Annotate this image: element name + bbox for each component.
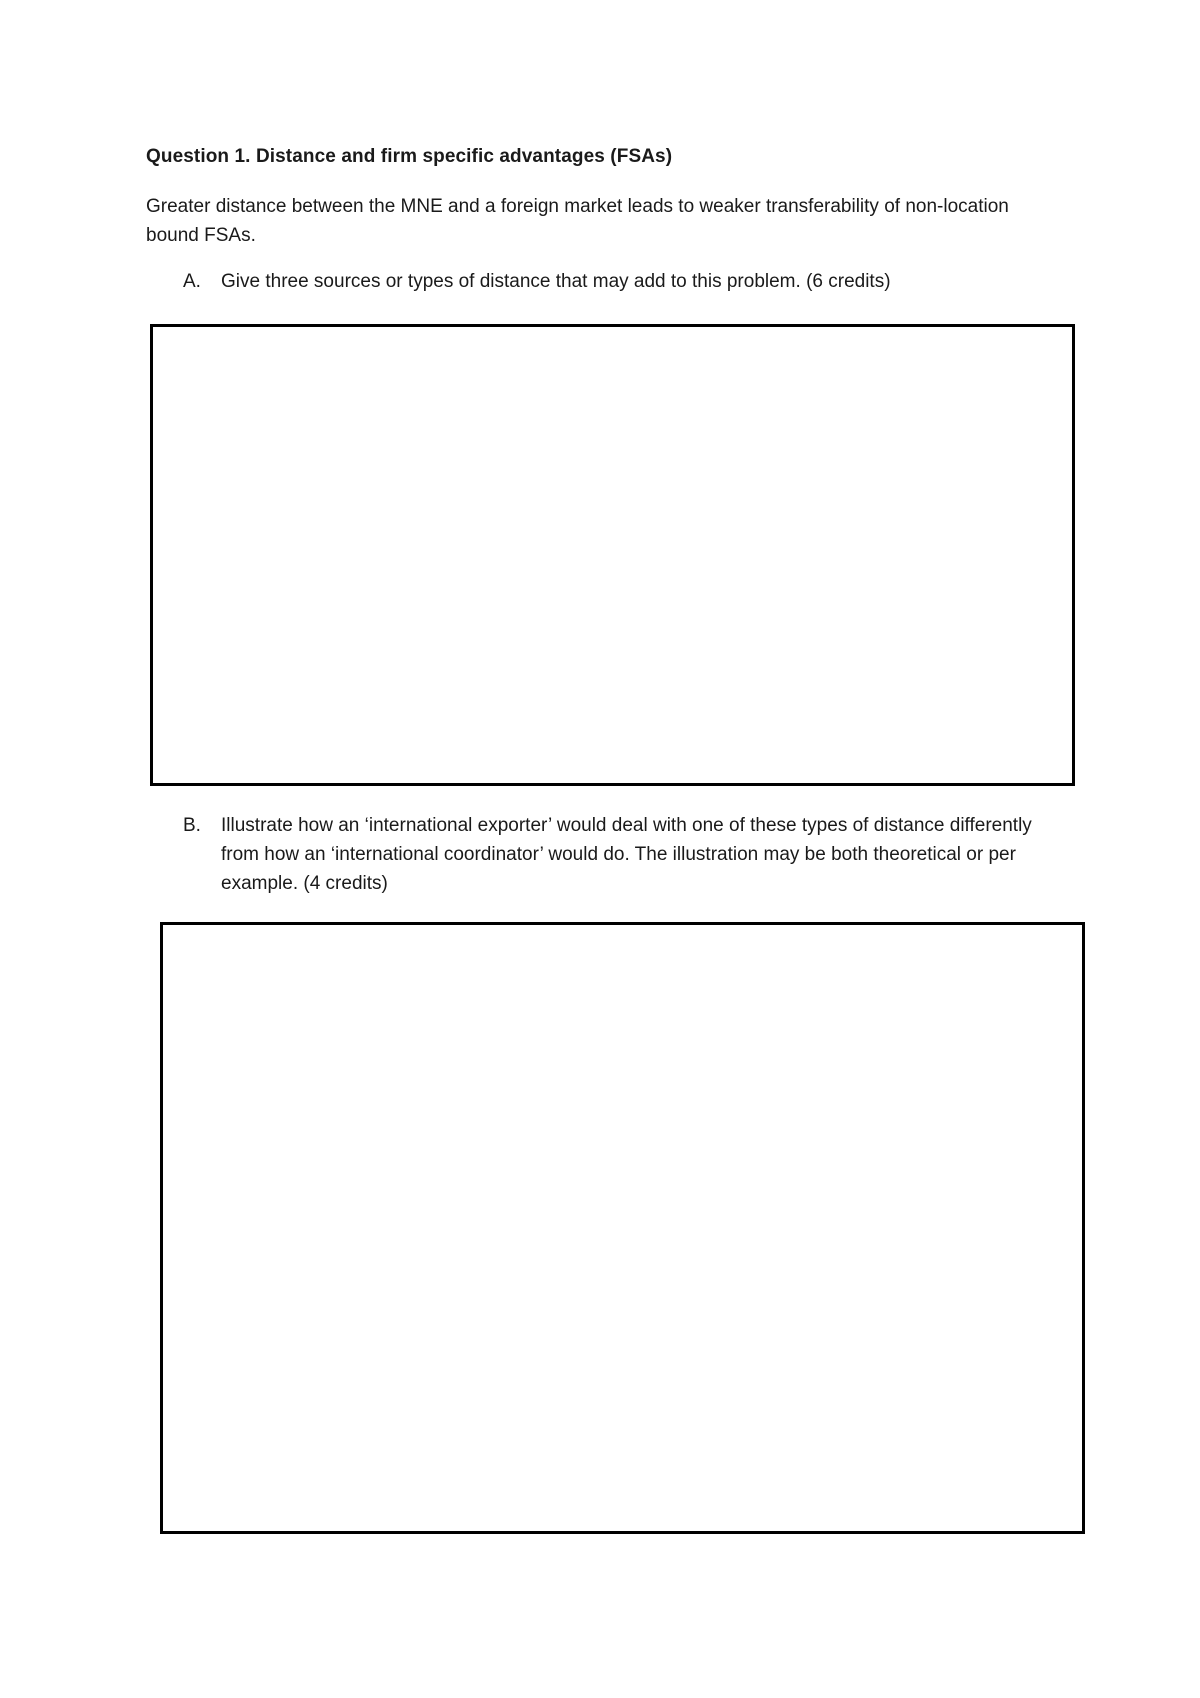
part-b-letter: B. bbox=[183, 815, 201, 836]
question-intro: Greater distance between the MNE and a foreign market leads to weaker transferability of non-location bound FSAs. bbox=[146, 196, 1009, 246]
answer-box-a[interactable] bbox=[150, 324, 1075, 786]
part-b bbox=[183, 811, 1043, 898]
answer-box-b[interactable] bbox=[160, 922, 1085, 1534]
part-a-letter: A. bbox=[183, 271, 201, 292]
part-a bbox=[183, 267, 1043, 296]
question-title: Question 1. Distance and firm specific advantages (FSAs) bbox=[146, 146, 673, 167]
part-b-text: Illustrate how an ‘international exporter’ would deal with one of these types of distance differently from how an ‘international coordinator’ would do. The illustration may be both theoretical or per example. (4 credits) bbox=[221, 815, 1032, 894]
part-a-text: Give three sources or types of distance that may add to this problem. (6 credits) bbox=[221, 271, 891, 292]
